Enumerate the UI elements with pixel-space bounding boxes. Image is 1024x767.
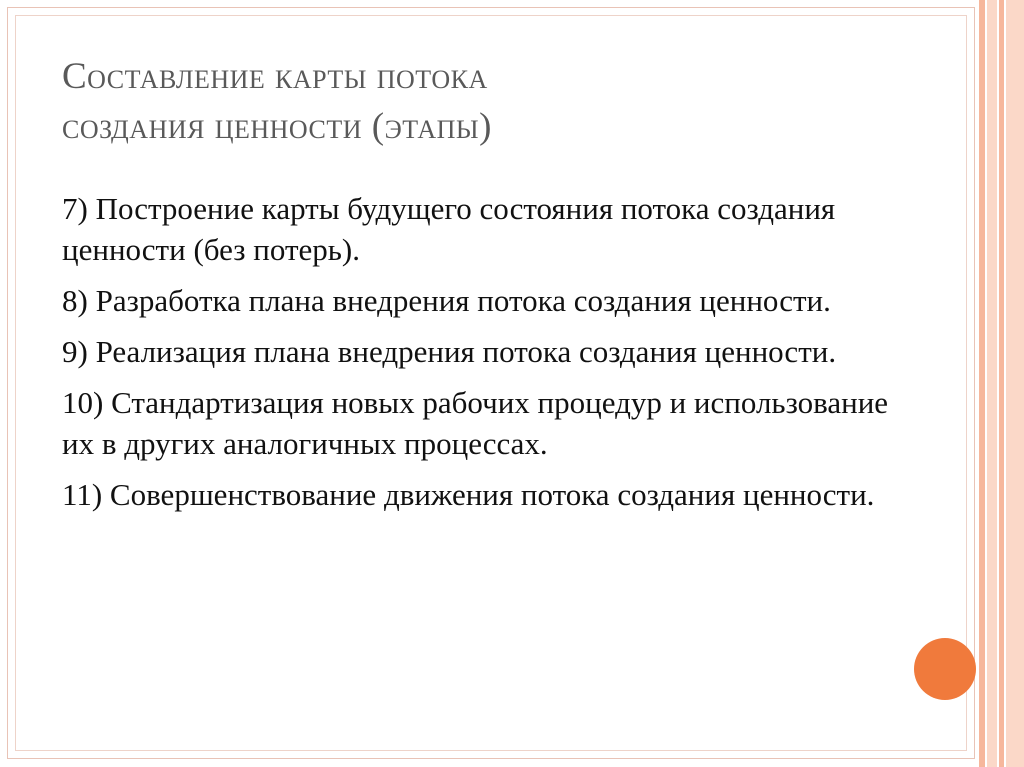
side-stripe	[999, 0, 1004, 767]
stage-item: 11) Совершенствование движения потока создания ценности.	[62, 477, 875, 512]
stage-item: 9) Реализация плана внедрения потока создания ценности.	[62, 334, 837, 369]
slide-title-line: создания ценности (этапы)	[62, 106, 492, 147]
stage-item: 10) Стандартизация новых рабочих процедур и использование их в других аналогичных процессах.	[62, 385, 889, 461]
orange-circle-decoration	[914, 638, 976, 700]
stages-list	[62, 188, 922, 525]
decorative-side-stripes	[979, 0, 1024, 767]
stage-item: 8) Разработка плана внедрения потока создания ценности.	[62, 283, 831, 318]
side-stripe	[1006, 0, 1024, 767]
stage-item: 7) Построение карты будущего состояния потока создания ценности (без потерь).	[62, 191, 836, 267]
slide-title-line: Составление карты потока	[62, 56, 488, 97]
side-stripe	[979, 0, 985, 767]
side-stripe	[987, 0, 997, 767]
slide-title	[62, 52, 942, 152]
